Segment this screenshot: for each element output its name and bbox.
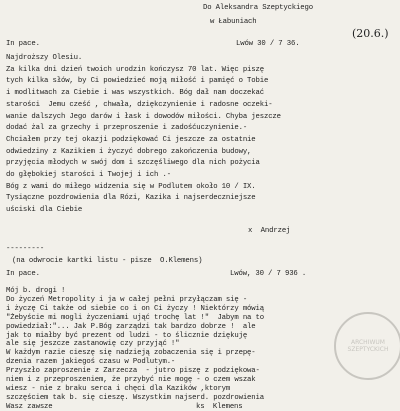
letter2-line: Przyszło zaproszenie z Zarzecza - jutro piszę z podziękowa- — [6, 367, 260, 376]
letter2-line: powiedział:"... Jak P.Bóg zarządzi tak bardzo dobrze ! ale — [6, 322, 256, 331]
letter1-line: uściski dla Ciebie — [6, 206, 83, 215]
letter2-line: ale się jeszcze zastanowię czy przyjąć !" — [6, 340, 180, 349]
letter1-line: dodać żal za grzechy i przeproszenie i zadośćuczynienie.- — [6, 124, 248, 133]
letter1-line: do głębokiej starości i Twojej i ich .- — [6, 171, 171, 179]
letter2-in-pace: In pace. — [6, 270, 40, 278]
address-line-1: Do Aleksandra Szeptyckiego — [203, 4, 313, 12]
reverse-side-note: (na odwrocie kartki listu - pisze O.Klemens) — [12, 257, 203, 265]
letter1-line: Bóg z wami do miłego widzenia się w Podlutem około 10 / IX. — [6, 182, 256, 191]
letter1-line: odwiedziny z Kazikiem i życzyć dobrego zakończenia budowy, — [6, 147, 252, 156]
separator: --------- — [6, 245, 45, 253]
letter1-line: starości Jemu cześć , chwała, dziękczynienie i radosne oczeki- — [6, 100, 273, 109]
letter1-line: wanie dalszych Jego darów i łask i dowodów miłości. Chyba jeszcze — [6, 112, 281, 121]
letter1-in-pace: In pace. — [6, 40, 40, 48]
letter2-line: dzenia razem jakiegoś czasu w Podlutym.- — [6, 358, 176, 367]
letter1-line: przyjęcia młodych w swój dom i szczęśliwego dla nich pożycia — [6, 159, 260, 168]
letter2-line: Wasz zawsze — [6, 402, 53, 411]
letter2-date: Lwów, 30 / 7 936 . — [230, 270, 307, 278]
letter2-line: Do życzeń Metropolity i ja w całej pełni przyłączam się - — [6, 295, 248, 304]
letter2-line: W każdym razie cieszę się nadzieją zobaczenia się i przepę- — [6, 349, 256, 358]
letter2-line: "Żebyście mi mogli życzeniami ująć trochę lat !" Jabym na to — [6, 313, 264, 322]
address-line-2: w Łabuniach — [210, 18, 257, 26]
letter1-line: Za kilka dni dzień twoich urodzin kończysz 70 lat. Więc piszę — [6, 65, 264, 74]
handwritten-number: (20.6.) — [352, 27, 389, 40]
letter2-line: jak to miałby być prezent od ludzi - to ślicznie dziękuję — [6, 331, 248, 340]
letter2-line: Mój b. drogi ! — [6, 287, 66, 295]
letter2-signature: ks Klemens — [196, 403, 243, 411]
letter1-line: i modlitwach za Ciebie i was wszystkich. Bóg dał nam doczekać — [6, 89, 264, 98]
letter2-line: szczęściem tak b. się cieszę. Wszystkim najserd. pozdrowienia — [6, 393, 264, 402]
letter1-line: Chciałem przy tej okazji podziękować Ci jeszcze za ostatnie — [6, 135, 256, 144]
letter2-line: niem i z przeproszeniem, że przybyć nie mogę - o czem wszak — [6, 376, 256, 384]
letter1-signature: x Andrzej — [248, 227, 291, 235]
letter2-line: i życzę Ci także od siebie co i on Ci życzy ! Niektórzy mówią — [6, 304, 264, 313]
letter1-line: tych kilka słów, by Ci powiedzieć moją miłość i pamięć o Tobie — [6, 77, 269, 86]
letter1-date: Lwów 30 / 7 36. — [236, 40, 300, 48]
letter1-line: Najdroższy Olesiu. — [6, 54, 83, 62]
archive-stamp: ARCHIWUM SZEPTYCKICH — [334, 312, 400, 380]
letter2-line: wiesz - nie z braku serca i chęci dla Kazików ,ktorym — [6, 384, 231, 393]
letter1-line: Tysiączne pozdrowienia dla Rózi, Kazika i najserdeczniejsze — [6, 194, 256, 203]
